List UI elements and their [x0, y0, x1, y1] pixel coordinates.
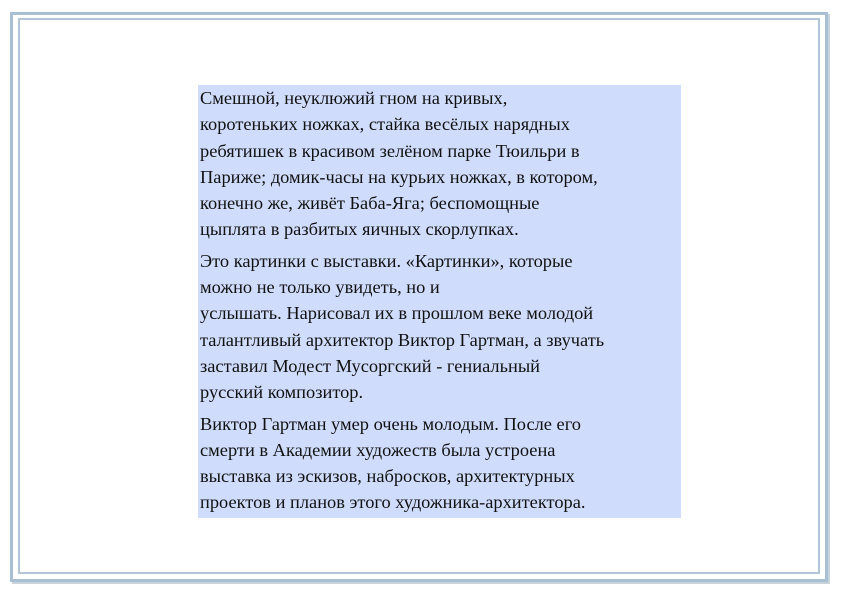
text-line: заставил Модест Мусоргский - гениальный — [200, 355, 541, 376]
text-line: Виктор Гартман умер очень молодым. После его — [200, 413, 581, 434]
text-line: можно не только увидеть, но и — [200, 277, 440, 298]
paragraph-2 — [200, 248, 681, 406]
text-line: выставка из эскизов, набросков, архитектурных — [200, 466, 575, 487]
text-line: коротеньких ножках, стайка весёлых нарядных — [200, 114, 570, 135]
text-line: Это картинки с выставки. «Картинки», которые — [200, 250, 573, 271]
text-block — [198, 85, 681, 518]
paragraph-1 — [200, 85, 681, 243]
text-line: услышать. Нарисовал их в прошлом веке молодой — [200, 303, 594, 324]
text-line: русский композитор. — [200, 382, 364, 403]
text-line: смерти в Академии художеств была устроена — [200, 439, 556, 460]
paragraph-3 — [200, 411, 681, 516]
text-line: талантливый архитектор Виктор Гартман, а звучать — [200, 329, 605, 350]
text-line: цыплята в разбитых яичных скорлупках. — [200, 219, 519, 240]
text-line: Париже; домик-часы на курьих ножках, в котором, — [200, 166, 598, 187]
text-line: ребятишек в красивом зелёном парке Тюильри в — [200, 140, 580, 161]
text-line: конечно же, живёт Баба-Яга; беспомощные — [200, 193, 540, 214]
text-line: проектов и планов этого художника-архитектора. — [200, 492, 586, 513]
text-line: Смешной, неуклюжий гном на кривых, — [200, 88, 508, 108]
